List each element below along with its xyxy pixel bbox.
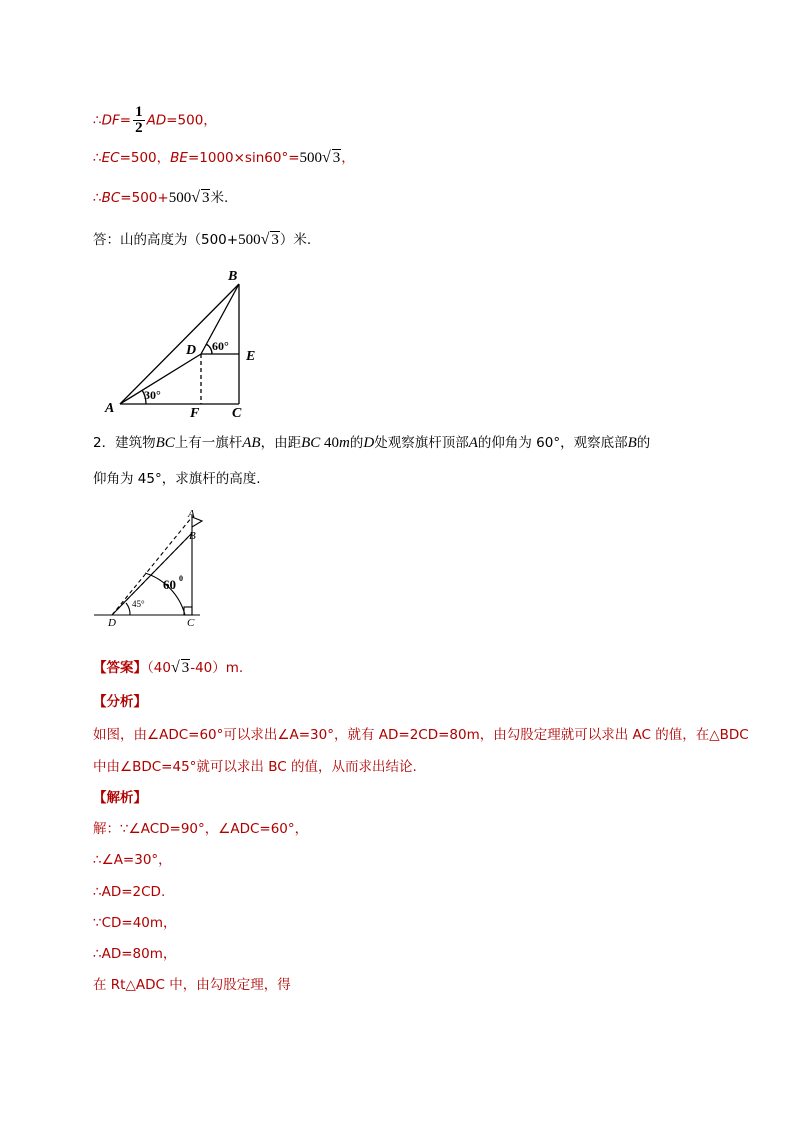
- fraction-denominator: 2: [135, 120, 143, 136]
- q2-text: 处观察旗杆顶部: [374, 435, 469, 451]
- figure-mountain: [100, 262, 280, 422]
- solution-step-4: ∵CD=40m，: [93, 915, 177, 931]
- angle-label-60: 60°: [212, 339, 229, 353]
- answer-line: [93, 658, 243, 678]
- label-a: A: [105, 401, 115, 416]
- solution-step-5: ∴AD=80m，: [93, 946, 177, 962]
- solution-tag: 【解析】: [93, 790, 147, 806]
- radicand: 3: [271, 232, 279, 248]
- step-df: [93, 105, 217, 136]
- radicand: 3: [201, 190, 210, 206]
- var-df: DF: [101, 112, 120, 129]
- therefore-symbol: ∴: [93, 150, 102, 166]
- label-c: C: [187, 617, 195, 629]
- question-2-line-2: 仰角为 45°，求旗杆的高度.: [93, 471, 261, 487]
- q2-text: ，由距: [260, 435, 302, 451]
- answer-part-b: -40）m.: [190, 660, 244, 676]
- radicand: 3: [181, 660, 190, 676]
- q2-text: 2．建筑物: [93, 435, 156, 451]
- bc-expression: =500+: [120, 190, 169, 206]
- label-f: F: [190, 406, 200, 421]
- q2-distance: 40: [324, 435, 340, 451]
- arc-45: [126, 603, 130, 615]
- coef-500: 500: [168, 190, 192, 206]
- coef-500: 500: [238, 232, 261, 248]
- q2-text: 的: [636, 435, 651, 451]
- var-bc: BC: [101, 190, 121, 206]
- angle-label-45: 45°: [132, 599, 145, 609]
- var-ec: EC: [101, 150, 120, 166]
- q2-var-bc: BC: [155, 435, 175, 451]
- therefore-symbol: ∴: [93, 190, 102, 206]
- step-bc: [93, 188, 228, 208]
- q2-text: 的仰角为 60°，观察底部: [477, 435, 628, 451]
- answer-prefix: 答：山的高度为（500+: [93, 232, 239, 248]
- analysis-line-2: 中由∠BDC=45°就可以求出 BC 的值，从而求出结论.: [93, 759, 417, 775]
- be-expression: =1000×sin60°=: [187, 150, 300, 166]
- q2-var-b: B: [627, 435, 637, 451]
- comma: ，: [341, 150, 355, 166]
- sight-line-a: [112, 517, 192, 615]
- label-b: B: [228, 269, 238, 284]
- sqrt-sign: √: [170, 659, 180, 676]
- analysis-tag: 【分析】: [93, 694, 147, 710]
- solution-step-3: ∴AD=2CD.: [93, 884, 166, 900]
- solution-step-6: 在 Rt△ADC 中，由勾股定理，得: [93, 977, 291, 993]
- analysis-line-1: 如图，由∠ADC=60°可以求出∠A=30°，就有 AD=2CD=80m，由勾股定理就可以求出 AC 的值，在△BDC: [93, 727, 749, 743]
- var-be: BE: [170, 150, 188, 166]
- label-d: D: [108, 617, 116, 629]
- q2-var-ab: AB: [242, 435, 261, 451]
- label-c: C: [232, 406, 242, 421]
- label-e: E: [246, 349, 256, 364]
- unit-meter: 米.: [210, 190, 229, 206]
- answer-suffix: ）米.: [279, 232, 312, 248]
- step-df-rest: =500，: [166, 112, 217, 129]
- answer-mountain-height: [93, 230, 311, 250]
- answer-tag: 【答案】: [93, 660, 147, 676]
- answer-part-a: （40: [147, 660, 171, 676]
- question-2-line-1: [93, 433, 650, 453]
- solution-step-1: 解：∵∠ACD=90°，∠ADC=60°，: [93, 821, 309, 837]
- label-d: D: [186, 343, 197, 358]
- therefore-symbol: ∴: [93, 112, 102, 129]
- q2-text: 上有一旗杆: [174, 435, 243, 451]
- angle-label-30: 30°: [144, 388, 161, 402]
- equals: =: [119, 112, 132, 129]
- fraction-numerator: 1: [135, 104, 143, 120]
- sqrt-sign: √: [260, 231, 270, 248]
- label-b: B: [189, 530, 196, 542]
- var-ad: AD: [146, 112, 167, 129]
- q2-var-bc: BC: [301, 435, 321, 451]
- q2-var-d: D: [363, 435, 375, 451]
- coef-500: 500: [299, 150, 323, 166]
- figure-flagpole: [90, 505, 220, 630]
- q2-text: 的: [349, 435, 364, 451]
- angle-label-60: 60: [163, 577, 176, 592]
- label-a: A: [188, 508, 195, 520]
- fraction-half: [133, 105, 145, 136]
- q2-unit: m: [339, 435, 350, 451]
- sqrt-sign: √: [322, 149, 331, 166]
- solution-step-2: ∴∠A=30°，: [93, 852, 172, 868]
- degree-superscript: 0: [179, 574, 183, 583]
- step-ec-be: [93, 148, 355, 168]
- q2-var-a: A: [468, 435, 478, 451]
- ec-value: =500，: [119, 150, 171, 166]
- radicand: 3: [332, 150, 341, 166]
- sqrt-sign: √: [191, 189, 200, 206]
